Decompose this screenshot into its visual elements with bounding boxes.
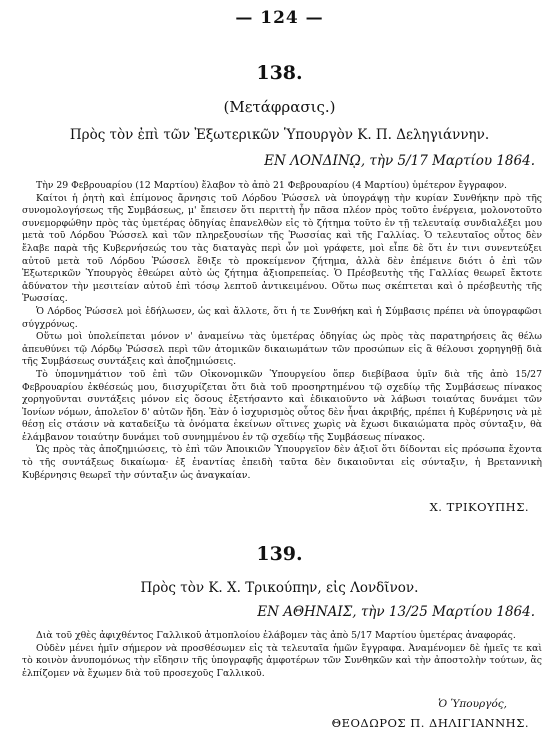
dateline: ΕΝ ΛΟΝΔΙΝῼ, τὴν 5/17 Μαρτίου 1864. bbox=[264, 153, 535, 169]
signature-title: Ὁ Ὑπουργός, bbox=[438, 698, 507, 710]
dateline: ΕΝ ΑΘΗΝΑΙΣ, τὴν 13/25 Μαρτίου 1864. bbox=[257, 604, 535, 620]
document-number: 139. bbox=[256, 543, 303, 565]
paragraph: Τὴν 29 Φεβρουαρίου (12 Μαρτίου) ἔλαβον τὸ ἀπὸ 21 Φεβρουαρίου (4 Μαρτίου) ὑμέτερον ἔγγραφον. bbox=[36, 180, 507, 191]
paragraph: Καίτοι ἡ ῥητὴ καὶ ἐπίμονος ἄρνησις τοῦ Λόρδου Ῥώσσελ νὰ ὑπογράψῃ τὴν κυρίαν Συνθήκην πρὸ τῆς συνομολογήσεως τῆς Συμβάσεως, μ' ἔπεισεν ὅτι περιττὴ ἦν πᾶσα πλέον πρὸς τοῦτο ἐνέργεια, μολονοτοῦτο συνεμορφώθην πρὸς τὰς ὑμετέρας ὁδηγίας ἐπανελθὼν εἰς τὸ ζήτημα τοῦτο ἐν τῇ τελευταίᾳ συνδιαλέξει μου μετὰ τοῦ Λόρδου Ῥώσσελ καὶ τῶν πληρεξουσίων τῆς Ῥωσσίας καὶ τῆς Γαλλίας. Ὁ τελευταῖος οὗτος δὲν ἔλαβε παρὰ τῆς Κυβερνήσεώς του τὰς διαταγὰς περὶ ὧν μοὶ γράφετε, μοὶ εἶπε δὲ ὅτι ἐν τινι συνεντεύξει αὐτοῦ μετὰ τοῦ Λόρδου Ῥώσσελ ἔθιξε τὸ προκείμενον ζήτημα, ἀλλὰ δὲν ἐπέμεινε διότι ὁ ἐπὶ τῶν Ἐξωτερικῶν Ὑπουργὸς ἐθεώρει αὐτὸ ὡς ζήτημα ἀξιοπρεπείας. Ὁ Πρέσβευτὴς τῆς Γαλλίας θεωρεῖ ἔκτοτε ἀδύνατον τὴν μεσιτείαν αὐτοῦ ἐπὶ τόσῳ λεπτοῦ ἀντικειμένου. Οὕτω πως σκέπτεται καὶ ὁ πρέσβευτὴς τῆς Ῥωσσίας. bbox=[22, 192, 542, 305]
paragraph: Ὁ Λόρδος Ῥώσσελ μοὶ ἐδήλωσεν, ὡς καὶ ἄλλοτε, ὅτι ἡ τε Συνθήκη καὶ ἡ Σύμβασις πρέπει νὰ ὑπογραφῶσι σύγχρόνως. bbox=[22, 305, 542, 330]
signature: ΘΕΟΔΩΡΟΣ Π. ΔΗΛΙΓΙΑΝΝΗΣ. bbox=[331, 716, 529, 730]
letter-body bbox=[22, 630, 542, 680]
signature: Χ. ΤΡΙΚΟΥΠΗΣ. bbox=[429, 500, 529, 514]
page-number: — 124 — bbox=[235, 8, 324, 28]
letter-body bbox=[22, 180, 542, 482]
addressee-line: Πρὸς τὸν Κ. Χ. Τρικούπην, εἰς Λονδῖνον. bbox=[140, 580, 419, 596]
document-number: 138. bbox=[256, 62, 303, 84]
document-subtitle: (Μετάφρασις.) bbox=[223, 98, 336, 116]
paragraph: Οὕτω μοὶ ὑπολείπεται μόνον ν' ἀναμείνω τὰς ὑμετέρας ὁδηγίας ὡς πρὸς τὰς παρατηρήσεις ἃς θέλω ἀπευθύνει τῷ Λόρδῳ Ῥώσσελ περὶ τῶν ἀτομικῶν δικαιωμάτων τῶν προσώπων εἰς ἃ θέλουσι χορηγηθῇ διὰ τῆς Συμβάσεως συντάξεις καὶ ἀποζημιώσεις. bbox=[22, 331, 542, 368]
paragraph: Τὸ ὑπομνημάτιον τοῦ ἐπὶ τῶν Οἰκονομικῶν Ὑπουργείου ὅπερ διεβίβασα ὑμῖν διὰ τῆς ἀπὸ 15/27 Φεβρουαρίου ἐκθέσεώς μου, διισχυρίζεται ὅτι διὰ τοῦ προσηρτημένου τῷ σχεδίῳ τῆς Συμβάσεως πίνακος χορηγοῦνται συντάξεις μόνον εἰς ὅσους ἐξετήσαντο καὶ ἐδικαιοῦντο νὰ λάβωσι τοιαύτας δυνάμει τῶν Ἰονίων νόμων, ἀπολεῖον δ' αὐτῶν ἤδη. Ἐὰν ὁ ἰσχυρισμὸς οὗτος δὲν ἦναι ἀκριβής, πρέπει ἡ Κυβέρνησις νὰ μὲ θέσῃ εἰς στάσιν νὰ καταδείξω τὰ ὀνόματα ἐκείνων οἵτινες χωρὶς νὰ ἔχωσι δικαιώματα πρὸς σύνταξιν, θὰ ἐλάμβανον τοιαύτην δυνάμει τοῦ συνημμένου ἐν τῷ σχεδίῳ τῆς Συμβάσεως πίνακος. bbox=[22, 368, 542, 443]
paragraph: Οὐδὲν μένει ἡμῖν σήμερον νὰ προσθέσωμεν εἰς τὰ τελευταῖα ἡμῶν ἔγγραφα. Ἀναμένομεν δὲ ἡμεῖς τε καὶ τὸ κοινὸν ἀνυπομόνως τὴν εἴδησιν τῆς ὑπογραφῆς ἀμφοτέρων τῶν Συνθηκῶν καὶ τὴν ἀποστολὴν τούτων, ἂς ἐλπίζομεν νὰ ἔχωμεν διὰ τοῦ προσεχοῦς Γαλλικοῦ. bbox=[22, 642, 542, 679]
paragraph: Ὡς πρὸς τὰς ἀποζημιώσεις, τὸ ἐπὶ τῶν Ἀποικιῶν Ὑπουργεῖον δὲν ἀξιοῖ ὅτι δίδονται εἰς πρόσωπα ἔχοντα τὸ τῆς συντάξεως δικαίωμα· ἐξ ἐναντίας ἐπειδὴ ταῦτα δὲν δικαιοῦνται εἰς σύνταξιν, ἡ Βρεταννικὴ Κυβέρνησις θεωρεῖ τὴν σύνταξιν ὡς ἀναγκαίαν. bbox=[22, 444, 542, 481]
addressee-line: Πρὸς τὸν ἐπὶ τῶν Ἐξωτερικῶν Ὑπουργὸν Κ. Π. Δεληγιάννην. bbox=[69, 127, 490, 143]
paragraph: Διὰ τοῦ χθὲς ἀφιχθέντος Γαλλικοῦ ἀτμοπλοίου ἐλάβομεν τὰς ἀπὸ 5/17 Μαρτίου ὑμετέρας ἀναφοράς. bbox=[36, 630, 516, 641]
